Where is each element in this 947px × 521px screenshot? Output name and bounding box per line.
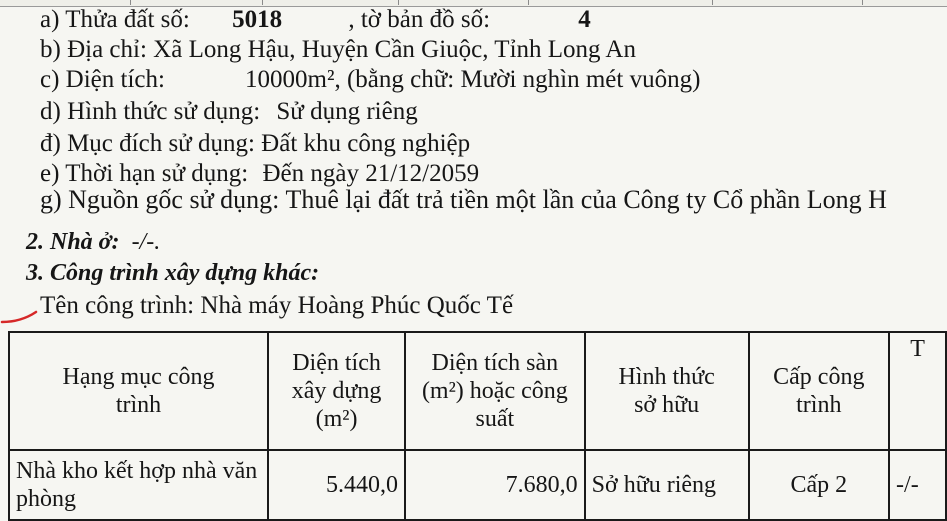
red-pen-mark: [0, 300, 44, 326]
cell-grade: Cấp 2: [749, 450, 889, 520]
origin-value: Thuê lại đất trả tiền một lần của Công ty Cổ phần Long H: [285, 185, 887, 214]
header-grade: Cấp công trình: [749, 332, 889, 450]
map-sheet-label: , tờ bản đồ số:: [348, 6, 491, 33]
cell-floor-area: 7.680,0: [405, 450, 585, 520]
cell-ownership: Sở hữu riêng: [585, 450, 749, 520]
ruler-tick: [398, 0, 399, 5]
area-label: c) Diện tích:: [40, 66, 165, 93]
table-row: [9, 450, 946, 520]
area-value: 10000m², (bằng chữ: Mười nghìn mét vuông): [245, 66, 701, 93]
building-name-line: [40, 292, 513, 320]
address-label: b) Địa chỉ:: [40, 36, 147, 63]
ruler-tick: [712, 0, 713, 5]
purpose-label: đ) Mục đích sử dụng:: [40, 130, 255, 157]
header-floor-area: Diện tích sàn (m²) hoặc công suất: [405, 332, 585, 450]
header-cut-off: T: [889, 332, 946, 450]
term-label: e) Thời hạn sử dụng:: [40, 160, 249, 187]
house-value: -/-.: [131, 229, 161, 255]
item-purpose: [40, 130, 470, 158]
usage-form-value: Sử dụng riêng: [276, 98, 418, 125]
house-heading-text: 2. Nhà ở:: [26, 229, 120, 255]
building-name-value: Nhà máy Hoàng Phúc Quốc Tế: [200, 292, 514, 319]
ruler-tick: [862, 0, 863, 5]
cell-build-area: 5.440,0: [268, 450, 405, 520]
origin-label: g) Nguồn gốc sử dụng:: [40, 185, 280, 214]
cell-item: Nhà kho kết hợp nhà văn phòng: [9, 450, 268, 520]
purpose-value: Đất khu công nghiệp: [261, 130, 471, 157]
other-works-heading: 3. Công trình xây dựng khác:: [26, 260, 320, 286]
header-build-area: Diện tích xây dựng (m²): [268, 332, 405, 450]
construction-table: [8, 331, 947, 521]
item-usage-form: [40, 98, 418, 126]
header-item: Hạng mục công trình: [9, 332, 268, 450]
header-ownership: Hình thức sở hữu: [585, 332, 749, 450]
building-name-label: Tên công trình:: [40, 292, 195, 319]
item-area: [40, 66, 700, 94]
parcel-number: 5018: [232, 6, 283, 33]
table-header-row: [9, 332, 946, 450]
ruler-tick: [130, 0, 131, 5]
usage-form-label: d) Hình thức sử dụng:: [40, 98, 261, 125]
item-address: [40, 36, 636, 64]
ruler-tick: [528, 0, 529, 5]
map-sheet-number: 4: [578, 6, 591, 33]
address-value: Xã Long Hậu, Huyện Cần Giuộc, Tỉnh Long An: [153, 36, 636, 63]
item-parcel: [40, 6, 591, 34]
house-heading: [26, 228, 160, 256]
term-value: Đến ngày 21/12/2059: [262, 160, 480, 187]
parcel-label: a) Thửa đất số:: [40, 6, 190, 33]
cell-cut-off: -/-: [889, 450, 946, 520]
item-term: [40, 160, 479, 188]
item-origin: [40, 186, 887, 214]
ruler-tick: [262, 0, 263, 5]
